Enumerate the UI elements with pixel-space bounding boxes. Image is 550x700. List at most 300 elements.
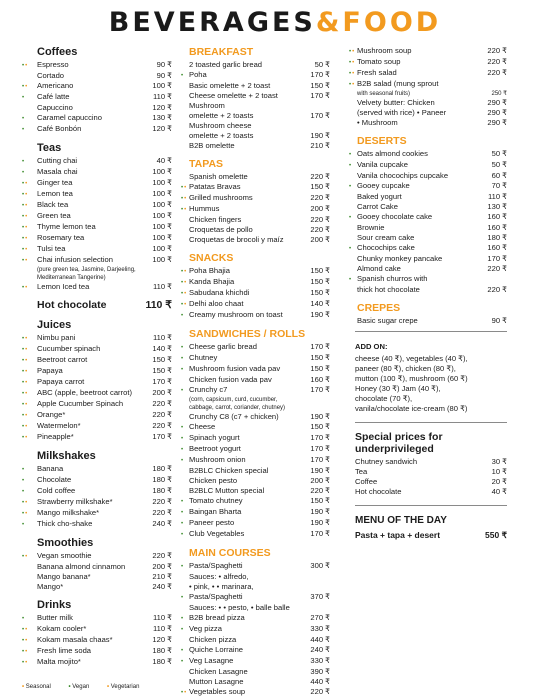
item-name: B2BLC Mutton special — [189, 486, 265, 495]
item-name: Mango* — [37, 582, 64, 591]
diet-dot-icon: • — [181, 73, 183, 79]
menu-item — [181, 486, 330, 496]
item-price: 190 ₹ — [310, 131, 330, 140]
menu-item — [22, 60, 172, 71]
diet-dot-icon: • • — [22, 413, 27, 419]
item-price: 70 ₹ — [491, 181, 507, 190]
item-price: 190 ₹ — [310, 466, 330, 475]
vegetarian-dot-icon: • — [106, 684, 110, 690]
menu-item — [181, 182, 330, 193]
item-name: with seasonal fruits) — [357, 91, 411, 97]
menu-item — [22, 475, 172, 486]
menu-item — [349, 254, 507, 264]
item-price: 170 ₹ — [310, 70, 330, 79]
item-price: 170 ₹ — [310, 444, 330, 453]
item-name: Chocolate — [37, 475, 72, 484]
section-heading-sandwiches-rolls: SANDWICHES / ROLLS — [189, 328, 306, 340]
addon-line: paneer (80 ₹), chicken (80 ₹), — [355, 364, 456, 373]
item-price: 220 ₹ — [152, 421, 172, 430]
item-price: 210 ₹ — [152, 572, 172, 581]
item-name: Americano — [37, 81, 74, 90]
menu-item — [181, 131, 330, 141]
item-name: Beetroot carrot — [37, 355, 88, 364]
menu-item — [22, 200, 172, 211]
diet-dot-icon: • • — [22, 225, 27, 231]
section-heading-juices: Juices — [37, 319, 72, 331]
diet-dot-icon: • • — [181, 196, 186, 202]
menu-item — [22, 167, 172, 178]
menu-item — [181, 235, 330, 245]
item-price: 250 ₹ — [491, 91, 507, 97]
item-price: 220 ₹ — [487, 46, 507, 55]
menu-item — [349, 223, 507, 233]
item-name: Baingan Bharta — [189, 507, 242, 516]
diet-dot-icon: • • — [22, 402, 27, 408]
item-name: Cheese omelette + 2 toast — [189, 91, 278, 100]
legend-vegan-label: Vegan — [72, 684, 90, 690]
item-price: 100 ₹ — [152, 81, 172, 90]
menu-item — [22, 211, 172, 222]
item-price: 220 ₹ — [487, 264, 507, 273]
item-price: 110 ₹ — [152, 92, 172, 101]
item-name: Ginger tea — [37, 178, 73, 187]
menu-item — [22, 432, 172, 443]
item-name: Kokam cooler* — [37, 624, 87, 633]
menu-item — [181, 277, 330, 288]
menu-item — [349, 181, 507, 192]
menu-item — [349, 233, 507, 243]
item-price: 160 ₹ — [310, 375, 330, 384]
item-price: 170 ₹ — [152, 432, 172, 441]
menu-item — [22, 233, 172, 244]
item-price: 180 ₹ — [152, 475, 172, 484]
item-name: Carrot Cake — [357, 202, 398, 211]
title-beverages: BEVERAGES — [108, 7, 316, 38]
diet-dot-icon: • — [181, 595, 183, 601]
legend — [22, 683, 155, 691]
item-name: Grilled mushrooms — [189, 193, 253, 202]
divider — [355, 505, 507, 506]
menu-item — [22, 646, 172, 657]
menu-item — [22, 178, 172, 189]
item-price: 170 ₹ — [487, 254, 507, 263]
menu-item — [181, 603, 330, 613]
item-price: 220 ₹ — [152, 497, 172, 506]
diet-dot-icon: • — [349, 246, 351, 252]
menu-item — [181, 404, 330, 412]
item-price: 440 ₹ — [310, 635, 330, 644]
section-heading-main-courses: MAIN COURSES — [189, 547, 271, 559]
menu-item — [181, 455, 330, 466]
special-item — [355, 477, 507, 487]
item-price: 130 ₹ — [487, 202, 507, 211]
menu-item — [181, 433, 330, 444]
item-price: 330 ₹ — [310, 624, 330, 633]
item-price: 120 ₹ — [152, 635, 172, 644]
special-item — [355, 467, 507, 477]
menu-item — [349, 160, 507, 171]
item-price: 220 ₹ — [310, 486, 330, 495]
item-name: Papaya — [37, 366, 63, 375]
diet-dot-icon: • • — [22, 347, 27, 353]
item-price: 200 ₹ — [152, 562, 172, 571]
section-heading-deserts: DESERTS — [357, 135, 407, 147]
item-price: 160 ₹ — [487, 243, 507, 252]
item-price: 150 ₹ — [310, 496, 330, 505]
item-price: 160 ₹ — [487, 212, 507, 221]
diet-dot-icon: • • — [22, 214, 27, 220]
diet-dot-icon: • — [181, 648, 183, 654]
menu-item — [22, 421, 172, 432]
item-price: 120 ₹ — [152, 124, 172, 133]
item-name: Chicken pesto — [189, 476, 238, 485]
item-price: 160 ₹ — [487, 223, 507, 232]
item-name: Tomato chutney — [189, 496, 243, 505]
menu-item — [22, 124, 172, 135]
item-name: (pure green tea, Jasmine, Darjeeling, — [37, 267, 136, 273]
section-heading-coffees: Coffees — [37, 46, 78, 58]
item-name: Lemon tea — [37, 189, 73, 198]
item-name: Fresh salad — [357, 68, 397, 77]
item-price: 200 ₹ — [152, 388, 172, 397]
item-name: Sauces: • • pesto, • balle balle — [189, 603, 290, 612]
menu-item — [181, 204, 330, 215]
menu-item — [181, 364, 330, 375]
menu-item — [22, 497, 172, 508]
menu-item — [181, 111, 330, 121]
item-name: Sabudana khichdi — [189, 288, 250, 297]
section-heading-milkshakes: Milkshakes — [37, 450, 96, 462]
menu-item — [181, 215, 330, 225]
item-name: ABC (apple, beetroot carrot) — [37, 388, 132, 397]
menu-item — [181, 635, 330, 645]
item-name: Basic sugar crepe — [357, 316, 418, 325]
diet-dot-icon: • • — [22, 336, 27, 342]
item-price: 220 ₹ — [487, 285, 507, 294]
menu-item — [22, 562, 172, 572]
item-name: Café latte — [37, 92, 70, 101]
item-price: 240 ₹ — [310, 645, 330, 654]
item-price: 150 ₹ — [310, 277, 330, 286]
item-price: 110 ₹ — [145, 299, 172, 311]
item-price: 220 ₹ — [310, 687, 330, 696]
legend-vegetarian-label: Vegetarian — [110, 684, 140, 690]
item-price: 140 ₹ — [310, 299, 330, 308]
item-name: Capuccino — [37, 103, 73, 112]
legend-seasonal-label: Seasonal — [25, 684, 51, 690]
menu-item — [181, 121, 330, 131]
item-name: B2BLC Chicken special — [189, 466, 269, 475]
diet-dot-icon: • — [181, 447, 183, 453]
item-name: (served with rice) • Paneer — [357, 108, 447, 117]
diet-dot-icon: • • — [22, 181, 27, 187]
item-price: 100 ₹ — [152, 233, 172, 242]
diet-dot-icon: • • — [22, 84, 27, 90]
menu-item — [349, 274, 507, 285]
item-name: Caramel capuccino — [37, 113, 102, 122]
menu-item — [181, 70, 330, 81]
item-name: Sauces: • alfredo, — [189, 572, 249, 581]
item-price: 50 ₹ — [491, 149, 507, 158]
diet-dot-icon: • — [22, 616, 24, 622]
menu-item — [22, 244, 172, 255]
item-price: 90 ₹ — [491, 316, 507, 325]
menu-item — [22, 103, 172, 113]
item-price: 90 ₹ — [156, 71, 172, 80]
item-name: • pink, • • marinara, — [189, 582, 254, 591]
item-price: 140 ₹ — [152, 344, 172, 353]
item-name: Chunky monkey pancake — [357, 254, 443, 263]
diet-dot-icon: • — [181, 532, 183, 538]
item-price: 150 ₹ — [310, 288, 330, 297]
menu-item — [181, 582, 330, 592]
menu-item — [181, 91, 330, 101]
item-name: Masala chai — [37, 167, 78, 176]
item-price: 220 ₹ — [310, 172, 330, 181]
item-price: 180 ₹ — [487, 233, 507, 242]
addon-heading: ADD ON: — [355, 342, 388, 351]
diet-dot-icon: • — [22, 489, 24, 495]
item-name: Banana — [37, 464, 64, 473]
item-name: Vegan smoothie — [37, 551, 92, 560]
item-name: B2B omelette — [189, 141, 235, 150]
item-price: 220 ₹ — [310, 193, 330, 202]
item-name: Croquetas de brocoli y maíz — [189, 235, 284, 244]
menu-item — [181, 60, 330, 70]
item-name: Mushroom fusion vada pav — [189, 364, 281, 373]
menu-item — [22, 156, 172, 167]
diet-dot-icon: • • — [22, 500, 27, 506]
diet-dot-icon: • • — [22, 358, 27, 364]
item-name: Crunchy c7 — [189, 385, 228, 394]
item-price: 150 ₹ — [310, 364, 330, 373]
item-name: Vegetables soup — [189, 687, 246, 696]
item-price: 200 ₹ — [310, 476, 330, 485]
menu-item — [181, 496, 330, 507]
diet-dot-icon: • — [22, 478, 24, 484]
item-name: omelette + 2 toasts — [189, 131, 254, 140]
diet-dot-icon: • — [181, 313, 183, 319]
item-price: 110 ₹ — [152, 333, 172, 342]
menu-item — [22, 333, 172, 344]
item-price: 150 ₹ — [310, 422, 330, 431]
item-price: 220 ₹ — [310, 215, 330, 224]
item-name: Delhi aloo chaat — [189, 299, 244, 308]
diet-dot-icon: • • — [22, 236, 27, 242]
menu-item — [22, 81, 172, 92]
item-price: 220 ₹ — [487, 68, 507, 77]
item-name: Vanila chocochips cupcake — [357, 171, 449, 180]
item-name: Thick cho-shake — [37, 519, 93, 528]
item-price: 270 ₹ — [310, 613, 330, 622]
item-name: Chicken Lasagne — [189, 667, 248, 676]
menu-item — [349, 202, 507, 212]
item-price: 170 ₹ — [310, 91, 330, 100]
item-name: Black tea — [37, 200, 69, 209]
item-name: Baked yogurt — [357, 192, 402, 201]
item-price: 130 ₹ — [152, 113, 172, 122]
item-name: Kokam masala chaas* — [37, 635, 113, 644]
diet-dot-icon: • — [349, 163, 351, 169]
menu-item — [22, 377, 172, 388]
menu-item — [349, 192, 507, 202]
item-name: Chocochips cake — [357, 243, 415, 252]
menu-item — [181, 561, 330, 572]
special-item-name: Tea — [355, 467, 368, 476]
menu-item — [22, 551, 172, 562]
item-name: Chutney — [189, 353, 218, 362]
item-price: 60 ₹ — [491, 171, 507, 180]
menu-item — [22, 624, 172, 635]
item-name: Kanda Bhajia — [189, 277, 235, 286]
menu-item — [181, 656, 330, 667]
item-name: Strawberry milkshake* — [37, 497, 113, 506]
diet-dot-icon: • — [181, 627, 183, 633]
item-price: 170 ₹ — [310, 529, 330, 538]
item-name: Quiche Lorraine — [189, 645, 244, 654]
menu-item — [22, 635, 172, 646]
special-item — [355, 487, 507, 497]
diet-dot-icon: • — [349, 152, 351, 158]
item-name: Green tea — [37, 211, 71, 220]
diet-dot-icon: • — [181, 521, 183, 527]
menu-item — [22, 399, 172, 410]
menu-item — [22, 282, 172, 293]
item-price: 180 ₹ — [152, 464, 172, 473]
diet-dot-icon: • • — [22, 247, 27, 253]
special-item-price: 20 ₹ — [491, 477, 507, 486]
menu-item — [349, 264, 507, 274]
menu-item — [181, 412, 330, 422]
diet-dot-icon: • • — [349, 82, 354, 88]
diet-dot-icon: • — [181, 356, 183, 362]
item-price: 300 ₹ — [310, 561, 330, 570]
menu-item — [181, 466, 330, 476]
item-name: B2B salad (mung sprout — [357, 79, 439, 88]
menu-item — [22, 572, 172, 582]
menu-item — [22, 344, 172, 355]
item-price: 190 ₹ — [310, 412, 330, 421]
item-price: 240 ₹ — [152, 519, 172, 528]
item-price: 220 ₹ — [152, 551, 172, 560]
item-price: 290 ₹ — [487, 108, 507, 117]
item-name: Mushroom — [189, 101, 225, 110]
item-name: Pasta/Spaghetti — [189, 592, 243, 601]
item-price: 210 ₹ — [310, 141, 330, 150]
item-price: 290 ₹ — [487, 98, 507, 107]
menu-item — [181, 353, 330, 364]
item-name: Papaya carrot — [37, 377, 85, 386]
item-name: Tomato soup — [357, 57, 401, 66]
diet-dot-icon: • • — [349, 60, 354, 66]
diet-dot-icon: • — [181, 458, 183, 464]
diet-dot-icon: • • — [22, 424, 27, 430]
item-price: 150 ₹ — [310, 353, 330, 362]
diet-dot-icon: • • — [22, 554, 27, 560]
item-name: Butter milk — [37, 613, 73, 622]
item-price: 200 ₹ — [310, 235, 330, 244]
menu-item — [181, 342, 330, 353]
menu-item — [181, 81, 330, 91]
legend-vegetarian — [107, 684, 147, 690]
menu-item — [22, 519, 172, 530]
diet-dot-icon: • — [181, 367, 183, 373]
item-price: 150 ₹ — [152, 355, 172, 364]
item-price: 50 ₹ — [491, 160, 507, 169]
item-name: Chicken fingers — [189, 215, 242, 224]
item-name: Mushroom soup — [357, 46, 412, 55]
menu-item — [181, 172, 330, 182]
menu-item — [181, 422, 330, 433]
special-heading — [355, 431, 507, 455]
menu-column-2 — [181, 46, 330, 698]
section-heading-tapas: TAPAS — [189, 158, 224, 170]
menu-item — [22, 113, 172, 124]
menu-item — [349, 90, 507, 98]
addon-line: chocolate (70 ₹), — [355, 394, 413, 403]
item-price: 330 ₹ — [310, 656, 330, 665]
item-name: Creamy mushroom on toast — [189, 310, 283, 319]
item-name: Mutton Lasagne — [189, 677, 244, 686]
item-name: Cutting chai — [37, 156, 78, 165]
item-name: Hummus — [189, 204, 220, 213]
diet-dot-icon: • — [22, 95, 24, 101]
menu-of-the-day-price: 550 ₹ — [485, 530, 507, 540]
item-price: 100 ₹ — [152, 167, 172, 176]
item-price: 110 ₹ — [152, 624, 172, 633]
legend-vegan — [68, 684, 97, 690]
diet-dot-icon: • • — [349, 49, 354, 55]
menu-item — [349, 212, 507, 223]
menu-item — [349, 243, 507, 254]
divider — [355, 331, 507, 332]
item-name: Chicken fusion vada pav — [189, 375, 272, 384]
item-price: 110 ₹ — [487, 192, 507, 201]
item-name: Mango banana* — [37, 572, 91, 581]
item-price: 100 ₹ — [152, 200, 172, 209]
item-price: 110 ₹ — [152, 613, 172, 622]
item-price: 100 ₹ — [152, 244, 172, 253]
diet-dot-icon: • — [181, 345, 183, 351]
menu-item — [349, 118, 507, 128]
diet-dot-icon: • • — [181, 280, 186, 286]
menu-item — [181, 687, 330, 698]
diet-dot-icon: • • — [22, 285, 27, 291]
menu-item — [22, 266, 172, 274]
menu-item — [181, 677, 330, 687]
diet-dot-icon: • • — [22, 435, 27, 441]
menu-item — [22, 298, 172, 312]
diet-dot-icon: • — [22, 159, 24, 165]
item-name: Thyme lemon tea — [37, 222, 96, 231]
item-price: 370 ₹ — [310, 592, 330, 601]
item-name: Vanila cupcake — [357, 160, 408, 169]
menu-item — [181, 645, 330, 656]
menu-item — [181, 624, 330, 635]
menu-item — [22, 508, 172, 519]
diet-dot-icon: • • — [181, 269, 186, 275]
item-name: Paneer pesto — [189, 518, 235, 527]
diet-dot-icon: • • — [22, 258, 27, 264]
menu-title — [0, 6, 550, 40]
diet-dot-icon: • • — [22, 391, 27, 397]
item-name: Basic omelette + 2 toast — [189, 81, 271, 90]
special-item-name: Hot chocolate — [355, 487, 402, 496]
item-price: 390 ₹ — [310, 667, 330, 676]
addon-line: cheese (40 ₹), vegetables (40 ₹), — [355, 354, 468, 363]
menu-item — [181, 444, 330, 455]
item-price: 170 ₹ — [310, 111, 330, 120]
